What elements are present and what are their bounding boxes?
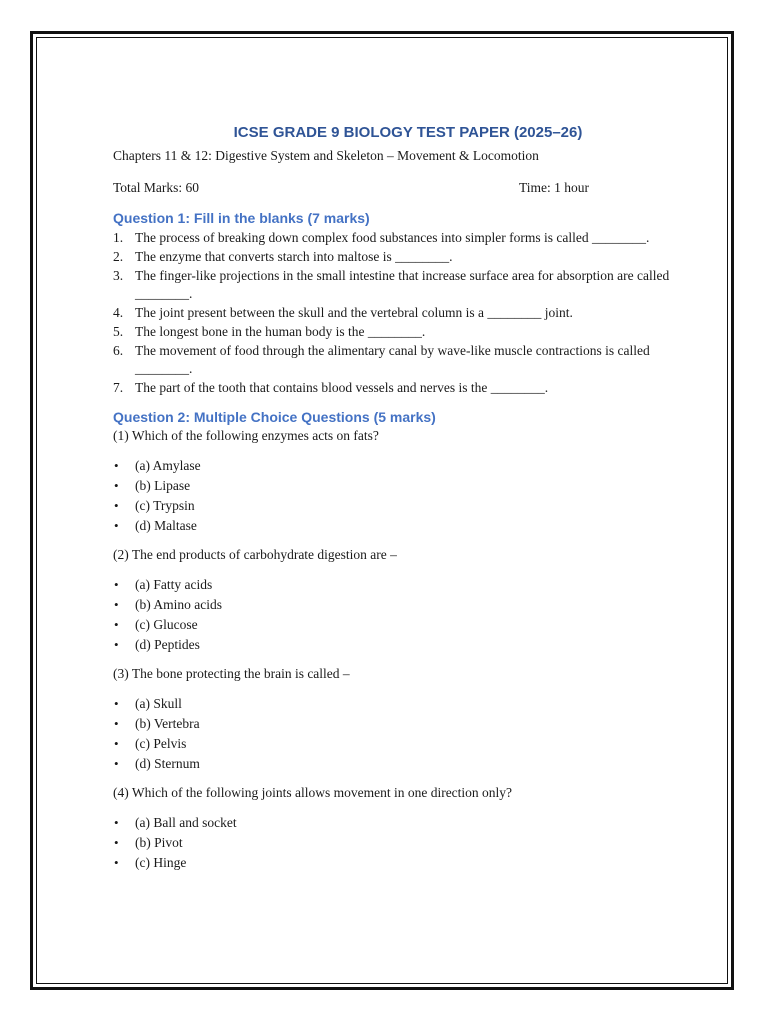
document-subtitle: Chapters 11 & 12: Digestive System and Skeleton – Movement & Locomotion: [113, 148, 539, 163]
mcq-options-2: [113, 576, 673, 654]
option-item: • (b) Lipase: [114, 478, 191, 493]
option-item: • (c) Pelvis: [114, 736, 187, 751]
bullet-icon: •: [114, 518, 119, 533]
bullet-icon: •: [114, 815, 119, 830]
question-1-heading: Question 1: Fill in the blanks (7 marks): [113, 210, 370, 226]
bullet-icon: •: [114, 756, 119, 771]
option-item: • (a) Skull: [114, 696, 182, 711]
mcq-question-3: (3) The bone protecting the brain is called –: [113, 666, 350, 681]
list-item: 4. The joint present between the skull and the vertebral column is a ________ joint.: [113, 305, 573, 320]
bullet-icon: •: [114, 855, 119, 870]
option-item: • (d) Sternum: [114, 756, 200, 771]
list-item: 3. The finger-like projections in the small intestine that increase surface area for absorption are called ________.: [113, 268, 670, 301]
bullet-icon: •: [114, 696, 119, 711]
list-item: 2. The enzyme that converts starch into maltose is ________.: [113, 249, 453, 264]
bullet-icon: •: [114, 458, 119, 473]
bullet-icon: •: [114, 736, 119, 751]
bullet-icon: •: [114, 716, 119, 731]
document-title: ICSE GRADE 9 BIOLOGY TEST PAPER (2025–26): [233, 124, 583, 141]
option-item: • (c) Glucose: [114, 617, 198, 632]
option-item: • (a) Ball and socket: [114, 815, 237, 830]
list-item: 1. The process of breaking down complex food substances into simpler forms is called ________.: [113, 230, 650, 245]
mcq-options-4: [113, 814, 673, 872]
option-item: • (d) Peptides: [114, 637, 200, 652]
list-item: 5. The longest bone in the human body is the ________.: [113, 324, 426, 339]
list-item: 6. The movement of food through the alimentary canal by wave-like muscle contractions is called ________.: [113, 343, 650, 376]
option-item: • (b) Amino acids: [114, 597, 222, 612]
total-marks: Total Marks: 60: [113, 180, 200, 195]
bullet-icon: •: [114, 498, 119, 513]
question-2-heading: Question 2: Multiple Choice Questions (5 marks): [113, 409, 436, 425]
bullet-icon: •: [114, 617, 119, 632]
bullet-icon: •: [114, 835, 119, 850]
option-item: • (b) Pivot: [114, 835, 183, 850]
bullet-icon: •: [114, 597, 119, 612]
option-item: • (a) Fatty acids: [114, 577, 213, 592]
time-allowed: Time: 1 hour: [519, 180, 590, 195]
option-item: • (b) Vertebra: [114, 716, 200, 731]
list-item: 7. The part of the tooth that contains blood vessels and nerves is the ________.: [113, 380, 549, 395]
mcq-options-1: [113, 457, 673, 535]
mcq-question-1: (1) Which of the following enzymes acts on fats?: [113, 428, 379, 443]
bullet-icon: •: [114, 577, 119, 592]
fill-in-blanks-list: [113, 229, 673, 397]
mcq-options-3: [113, 695, 673, 773]
bullet-icon: •: [114, 637, 119, 652]
marks-time-row: [113, 180, 673, 196]
option-item: • (c) Trypsin: [114, 498, 195, 513]
document-content: [113, 124, 673, 884]
mcq-question-4: (4) Which of the following joints allows movement in one direction only?: [113, 785, 513, 800]
option-item: • (c) Hinge: [114, 855, 187, 870]
mcq-question-2: (2) The end products of carbohydrate digestion are –: [113, 547, 397, 562]
option-item: • (d) Maltase: [114, 518, 197, 533]
option-item: • (a) Amylase: [114, 458, 201, 473]
bullet-icon: •: [114, 478, 119, 493]
